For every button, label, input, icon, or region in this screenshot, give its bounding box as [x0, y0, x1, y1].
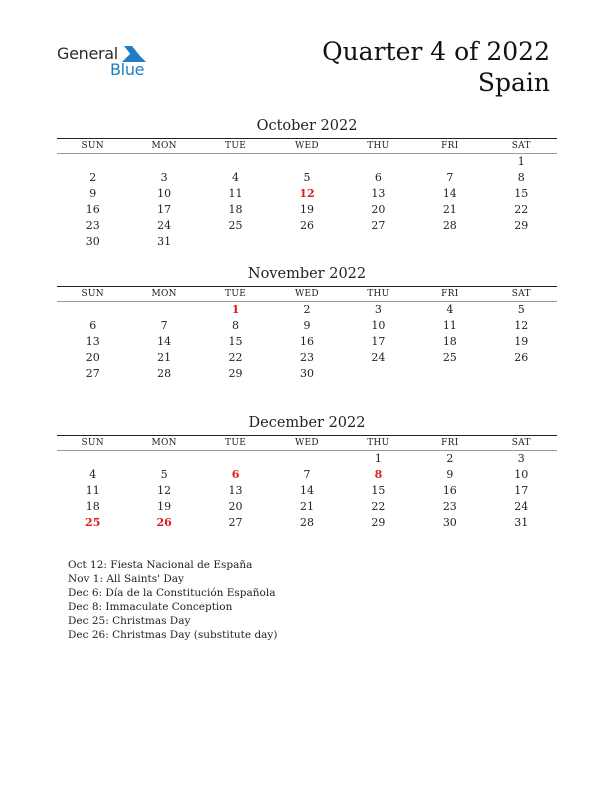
day-cell: 15 — [371, 484, 386, 497]
weekday-label: TUE — [225, 438, 247, 448]
holiday-day-cell: 25 — [85, 516, 101, 529]
day-cell: 1 — [517, 155, 525, 168]
day-cell: 26 — [514, 351, 529, 364]
month-title: November 2022 — [247, 266, 367, 282]
month-november — [57, 265, 557, 382]
weekday-label: TUE — [225, 289, 247, 299]
day-cell: 4 — [89, 468, 97, 481]
holiday-note: Oct 12: Fiesta Nacional de España — [68, 559, 253, 571]
day-cell: 19 — [514, 335, 529, 348]
day-cell: 12 — [514, 319, 529, 332]
day-cell: 24 — [371, 351, 386, 364]
day-cell: 18 — [442, 335, 457, 348]
day-cell: 16 — [299, 335, 314, 348]
day-cell — [414, 154, 485, 170]
day-cell: 13 — [228, 484, 243, 497]
day-cell: 2 — [89, 171, 97, 184]
day-cell: 31 — [157, 235, 172, 248]
day-cell: 7 — [160, 319, 168, 332]
weekday-label: MON — [151, 289, 177, 299]
holiday-note: Nov 1: All Saints' Day — [68, 573, 184, 585]
day-cell: 27 — [371, 219, 386, 232]
day-cell — [343, 154, 414, 170]
day-cell — [200, 234, 271, 250]
day-cell: 3 — [517, 452, 525, 465]
weekday-label: FRI — [441, 289, 459, 299]
day-cell: 19 — [157, 500, 172, 513]
day-cell: 5 — [303, 171, 311, 184]
week-row — [57, 302, 557, 318]
weekday-label: WED — [295, 438, 319, 448]
day-cell: 30 — [299, 367, 314, 380]
day-cell: 26 — [299, 219, 314, 232]
day-cell: 14 — [157, 335, 172, 348]
weekday-label: THU — [367, 289, 390, 299]
logo — [57, 44, 157, 84]
weekday-header — [57, 139, 557, 153]
weekday-header — [57, 436, 557, 450]
week-row — [57, 170, 557, 186]
day-cell: 30 — [85, 235, 100, 248]
day-cell — [128, 154, 199, 170]
day-cell — [343, 234, 414, 250]
logo-text-blue: Blue — [110, 60, 145, 79]
day-cell: 9 — [89, 187, 97, 200]
day-cell: 28 — [442, 219, 457, 232]
weekday-label: SAT — [511, 141, 531, 151]
day-cell: 8 — [232, 319, 240, 332]
day-cell: 23 — [442, 500, 457, 513]
week-row — [57, 350, 557, 366]
title-quarter: Quarter 4 of 2022 — [322, 37, 550, 66]
day-cell — [200, 451, 271, 467]
day-cell: 5 — [517, 303, 525, 316]
day-cell: 27 — [85, 367, 100, 380]
day-cell — [128, 451, 199, 467]
month-december — [57, 414, 557, 531]
logo-text-general: General — [57, 44, 118, 63]
day-cell: 21 — [157, 351, 172, 364]
day-cell — [271, 451, 342, 467]
day-cell — [57, 451, 128, 467]
day-cell: 6 — [374, 171, 382, 184]
weekday-header — [57, 287, 557, 301]
day-cell: 28 — [299, 516, 314, 529]
day-cell: 6 — [89, 319, 97, 332]
week-row — [57, 154, 557, 170]
weekday-label: FRI — [441, 438, 459, 448]
week-row — [57, 451, 557, 467]
day-cell — [343, 366, 414, 382]
day-cell: 4 — [446, 303, 454, 316]
day-cell: 17 — [157, 203, 172, 216]
day-cell: 14 — [442, 187, 457, 200]
week-row — [57, 318, 557, 334]
day-cell: 22 — [228, 351, 243, 364]
weekday-label: MON — [151, 141, 177, 151]
day-cell: 9 — [446, 468, 454, 481]
day-cell: 15 — [228, 335, 243, 348]
day-cell: 1 — [374, 452, 382, 465]
holiday-notes — [68, 558, 277, 642]
day-cell: 7 — [303, 468, 311, 481]
weekday-label: SUN — [81, 289, 104, 299]
day-cell: 2 — [446, 452, 454, 465]
weekday-label: WED — [295, 141, 319, 151]
holiday-day-cell: 1 — [231, 303, 240, 316]
day-cell: 24 — [157, 219, 172, 232]
day-cell: 11 — [85, 484, 100, 497]
holiday-day-cell: 12 — [299, 187, 315, 200]
day-cell: 31 — [514, 516, 529, 529]
day-cell — [414, 366, 485, 382]
week-row — [57, 334, 557, 350]
holiday-note: Dec 6: Día de la Constitución Española — [68, 587, 276, 599]
day-cell — [200, 154, 271, 170]
month-october — [57, 117, 557, 250]
day-cell: 20 — [228, 500, 243, 513]
title-country: Spain — [477, 68, 550, 97]
day-cell — [271, 154, 342, 170]
day-cell: 3 — [374, 303, 382, 316]
weekday-label: THU — [367, 438, 390, 448]
day-cell: 20 — [371, 203, 386, 216]
week-row — [57, 467, 557, 483]
day-cell: 30 — [442, 516, 457, 529]
day-cell: 18 — [228, 203, 243, 216]
day-cell: 21 — [299, 500, 314, 513]
day-cell: 12 — [157, 484, 172, 497]
day-cell: 17 — [371, 335, 386, 348]
day-cell — [486, 366, 557, 382]
day-cell: 10 — [371, 319, 386, 332]
week-row — [57, 234, 557, 250]
weekday-label: THU — [367, 141, 390, 151]
week-row — [57, 366, 557, 382]
day-cell: 23 — [299, 351, 314, 364]
day-cell: 10 — [157, 187, 172, 200]
day-cell: 16 — [442, 484, 457, 497]
day-cell: 22 — [371, 500, 386, 513]
day-cell: 29 — [371, 516, 386, 529]
day-cell: 13 — [85, 335, 100, 348]
day-cell: 18 — [85, 500, 100, 513]
day-cell: 2 — [303, 303, 311, 316]
holiday-day-cell: 26 — [156, 516, 172, 529]
day-cell: 24 — [514, 500, 529, 513]
month-title: December 2022 — [248, 415, 366, 431]
day-cell — [414, 234, 485, 250]
week-row — [57, 218, 557, 234]
day-cell: 29 — [228, 367, 243, 380]
week-row — [57, 499, 557, 515]
day-cell: 27 — [228, 516, 243, 529]
day-cell: 11 — [442, 319, 457, 332]
day-cell: 29 — [514, 219, 529, 232]
day-cell: 9 — [303, 319, 311, 332]
weekday-label: SUN — [81, 438, 104, 448]
day-cell: 4 — [232, 171, 240, 184]
page-title — [322, 36, 550, 98]
day-cell: 5 — [160, 468, 168, 481]
day-cell: 22 — [514, 203, 529, 216]
weekday-label: FRI — [441, 141, 459, 151]
day-cell: 15 — [514, 187, 529, 200]
weekday-label: WED — [295, 289, 319, 299]
day-cell — [57, 302, 128, 318]
day-cell: 28 — [157, 367, 172, 380]
week-row — [57, 186, 557, 202]
weekday-label: TUE — [225, 141, 247, 151]
holiday-note: Dec 25: Christmas Day — [68, 615, 191, 627]
day-cell: 14 — [299, 484, 314, 497]
weekday-label: SAT — [511, 438, 531, 448]
day-cell — [57, 154, 128, 170]
holiday-note: Dec 8: Immaculate Conception — [68, 601, 233, 613]
week-row — [57, 202, 557, 218]
day-cell — [271, 234, 342, 250]
day-cell: 25 — [442, 351, 457, 364]
holiday-day-cell: 6 — [231, 468, 240, 481]
weekday-label: SUN — [81, 141, 104, 151]
day-cell — [486, 234, 557, 250]
day-cell — [128, 302, 199, 318]
day-cell: 13 — [371, 187, 386, 200]
day-cell: 19 — [299, 203, 314, 216]
weekday-label: SAT — [511, 289, 531, 299]
day-cell: 25 — [228, 219, 243, 232]
holiday-day-cell: 8 — [374, 468, 383, 481]
day-cell: 10 — [514, 468, 529, 481]
week-row — [57, 515, 557, 531]
day-cell: 3 — [160, 171, 168, 184]
day-cell: 11 — [228, 187, 243, 200]
weekday-label: MON — [151, 438, 177, 448]
week-row — [57, 483, 557, 499]
day-cell: 21 — [442, 203, 457, 216]
day-cell: 8 — [517, 171, 525, 184]
holiday-note: Dec 26: Christmas Day (substitute day) — [68, 629, 278, 641]
day-cell: 20 — [85, 351, 100, 364]
day-cell: 23 — [85, 219, 100, 232]
day-cell: 7 — [446, 171, 454, 184]
month-title: October 2022 — [256, 118, 358, 134]
day-cell: 17 — [514, 484, 529, 497]
day-cell: 16 — [85, 203, 100, 216]
